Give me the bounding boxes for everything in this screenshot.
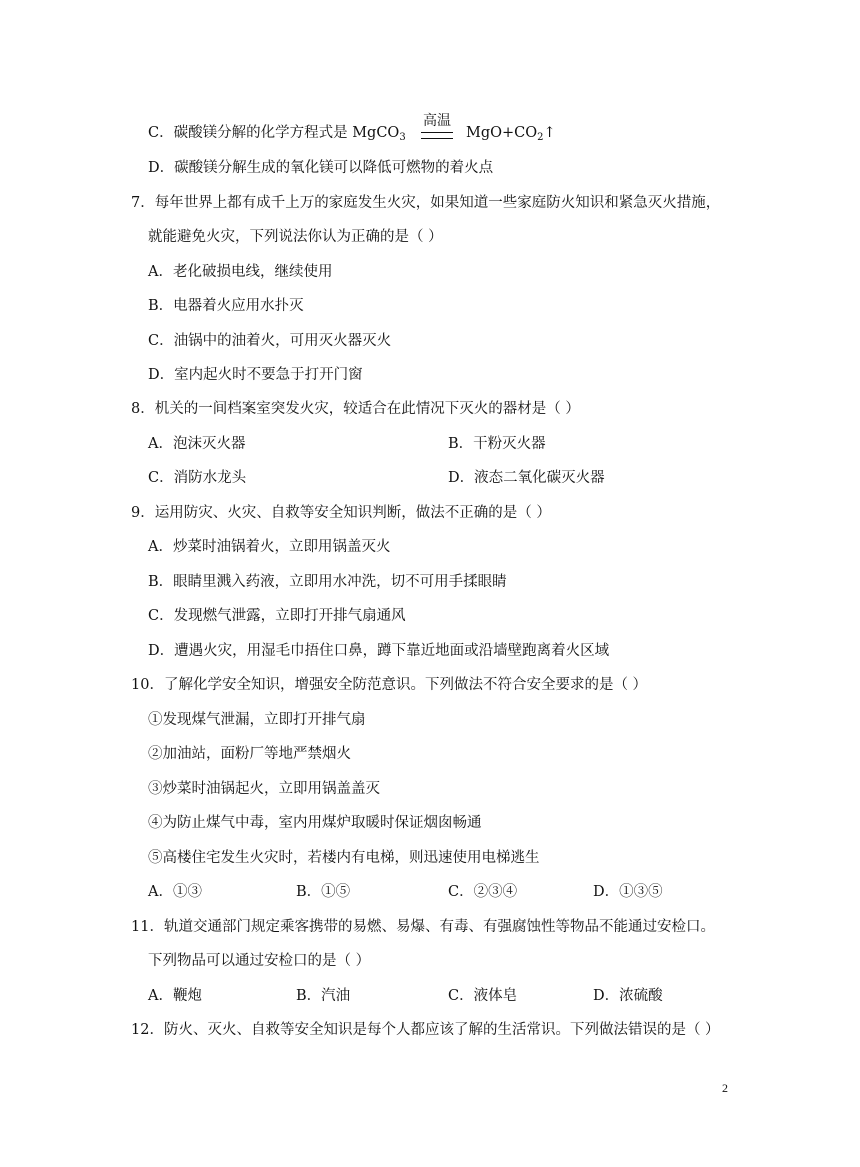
q6-option-c-prefix: C．碳酸镁分解的化学方程式是 MgCO bbox=[148, 125, 400, 141]
products-text: MgO+CO bbox=[466, 125, 538, 141]
q6-option-c-subscript-3: 3 bbox=[399, 132, 406, 143]
q10-item-5: ⑤高楼住宅发生火灾时，若楼内有电梯，则迅速使用电梯逃生 bbox=[148, 850, 540, 866]
q11-stem-line1: 11．轨道交通部门规定乘客携带的易燃、易爆、有毒、有强腐蚀性等物品不能通过安检口。 bbox=[131, 919, 715, 935]
q9-option-c: C．发现燃气泄露，立即打开排气扇通风 bbox=[148, 608, 406, 624]
q10-item-3: ③炒菜时油锅起火，立即用锅盖盖灭 bbox=[148, 781, 380, 797]
q8-option-b: B．干粉灭火器 bbox=[448, 436, 546, 452]
reaction-condition-label: 高温 bbox=[423, 113, 451, 129]
q11-option-b: B．汽油 bbox=[296, 988, 351, 1004]
reaction-equals-sign bbox=[421, 132, 453, 139]
q7-option-d: D．室内起火时不要急于打开门窗 bbox=[148, 367, 363, 383]
q11-option-d: D．浓硫酸 bbox=[593, 988, 663, 1004]
q7-option-c: C．油锅中的油着火，可用灭火器灭火 bbox=[148, 333, 392, 349]
q6-option-c bbox=[148, 123, 406, 148]
page-number: 2 bbox=[722, 1081, 728, 1095]
q10-option-c: C．②③④ bbox=[448, 884, 518, 900]
q8-option-d: D．液态二氧化碳灭火器 bbox=[448, 470, 605, 486]
q9-option-d: D．遭遇火灾，用湿毛巾捂住口鼻，蹲下靠近地面或沿墙壁跑离着火区域 bbox=[148, 643, 610, 659]
q10-item-4: ④为防止煤气中毒，室内用煤炉取暖时保证烟囱畅通 bbox=[148, 815, 482, 831]
q6-option-c-products bbox=[466, 123, 556, 148]
q10-option-a: A．①③ bbox=[148, 884, 202, 900]
q6-option-d: D．碳酸镁分解生成的氧化镁可以降低可燃物的着火点 bbox=[148, 160, 494, 176]
q7-stem-line1: 7．每年世界上都有成千上万的家庭发生火灾，如果知道一些家庭防火知识和紧急灭火措施， bbox=[131, 195, 721, 211]
q8-option-a: A．泡沫灭火器 bbox=[148, 436, 246, 452]
q11-stem-line2: 下列物品可以通过安检口的是（ ） bbox=[148, 953, 371, 969]
gas-arrow-icon: ↑ bbox=[543, 125, 556, 141]
q7-stem-line2: 就能避免火灾，下列说法你认为正确的是（ ） bbox=[148, 229, 443, 245]
q10-option-d: D．①③⑤ bbox=[593, 884, 663, 900]
q10-option-b: B．①⑤ bbox=[296, 884, 351, 900]
q10-item-1: ①发现煤气泄漏，立即打开排气扇 bbox=[148, 712, 366, 728]
reaction-condition bbox=[419, 113, 455, 139]
q10-item-2: ②加油站，面粉厂等地严禁烟火 bbox=[148, 746, 351, 762]
q9-option-a: A．炒菜时油锅着火，立即用锅盖灭火 bbox=[148, 539, 391, 555]
q7-option-b: B．电器着火应用水扑灭 bbox=[148, 298, 304, 314]
q8-stem: 8．机关的一间档案室突发火灾，较适合在此情况下灭火的器材是（ ） bbox=[131, 401, 580, 417]
q10-stem: 10．了解化学安全知识，增强安全防范意识。下列做法不符合安全要求的是（ ） bbox=[131, 677, 648, 693]
products-subscript-2: 2 bbox=[537, 132, 544, 143]
q7-option-a: A．老化破损电线，继续使用 bbox=[148, 264, 333, 280]
q9-stem: 9．运用防灾、火灾、自救等安全知识判断，做法不正确的是（ ） bbox=[131, 505, 551, 521]
q11-option-a: A．鞭炮 bbox=[148, 988, 202, 1004]
q12-stem: 12．防火、灭火、自救等安全知识是每个人都应该了解的生活常识。下列做法错误的是（ ） bbox=[131, 1022, 720, 1038]
q8-option-c: C．消防水龙头 bbox=[148, 470, 247, 486]
q9-option-b: B．眼睛里溅入药液，立即用水冲洗，切不可用手揉眼睛 bbox=[148, 574, 507, 590]
q11-option-c: C．液体皂 bbox=[448, 988, 518, 1004]
